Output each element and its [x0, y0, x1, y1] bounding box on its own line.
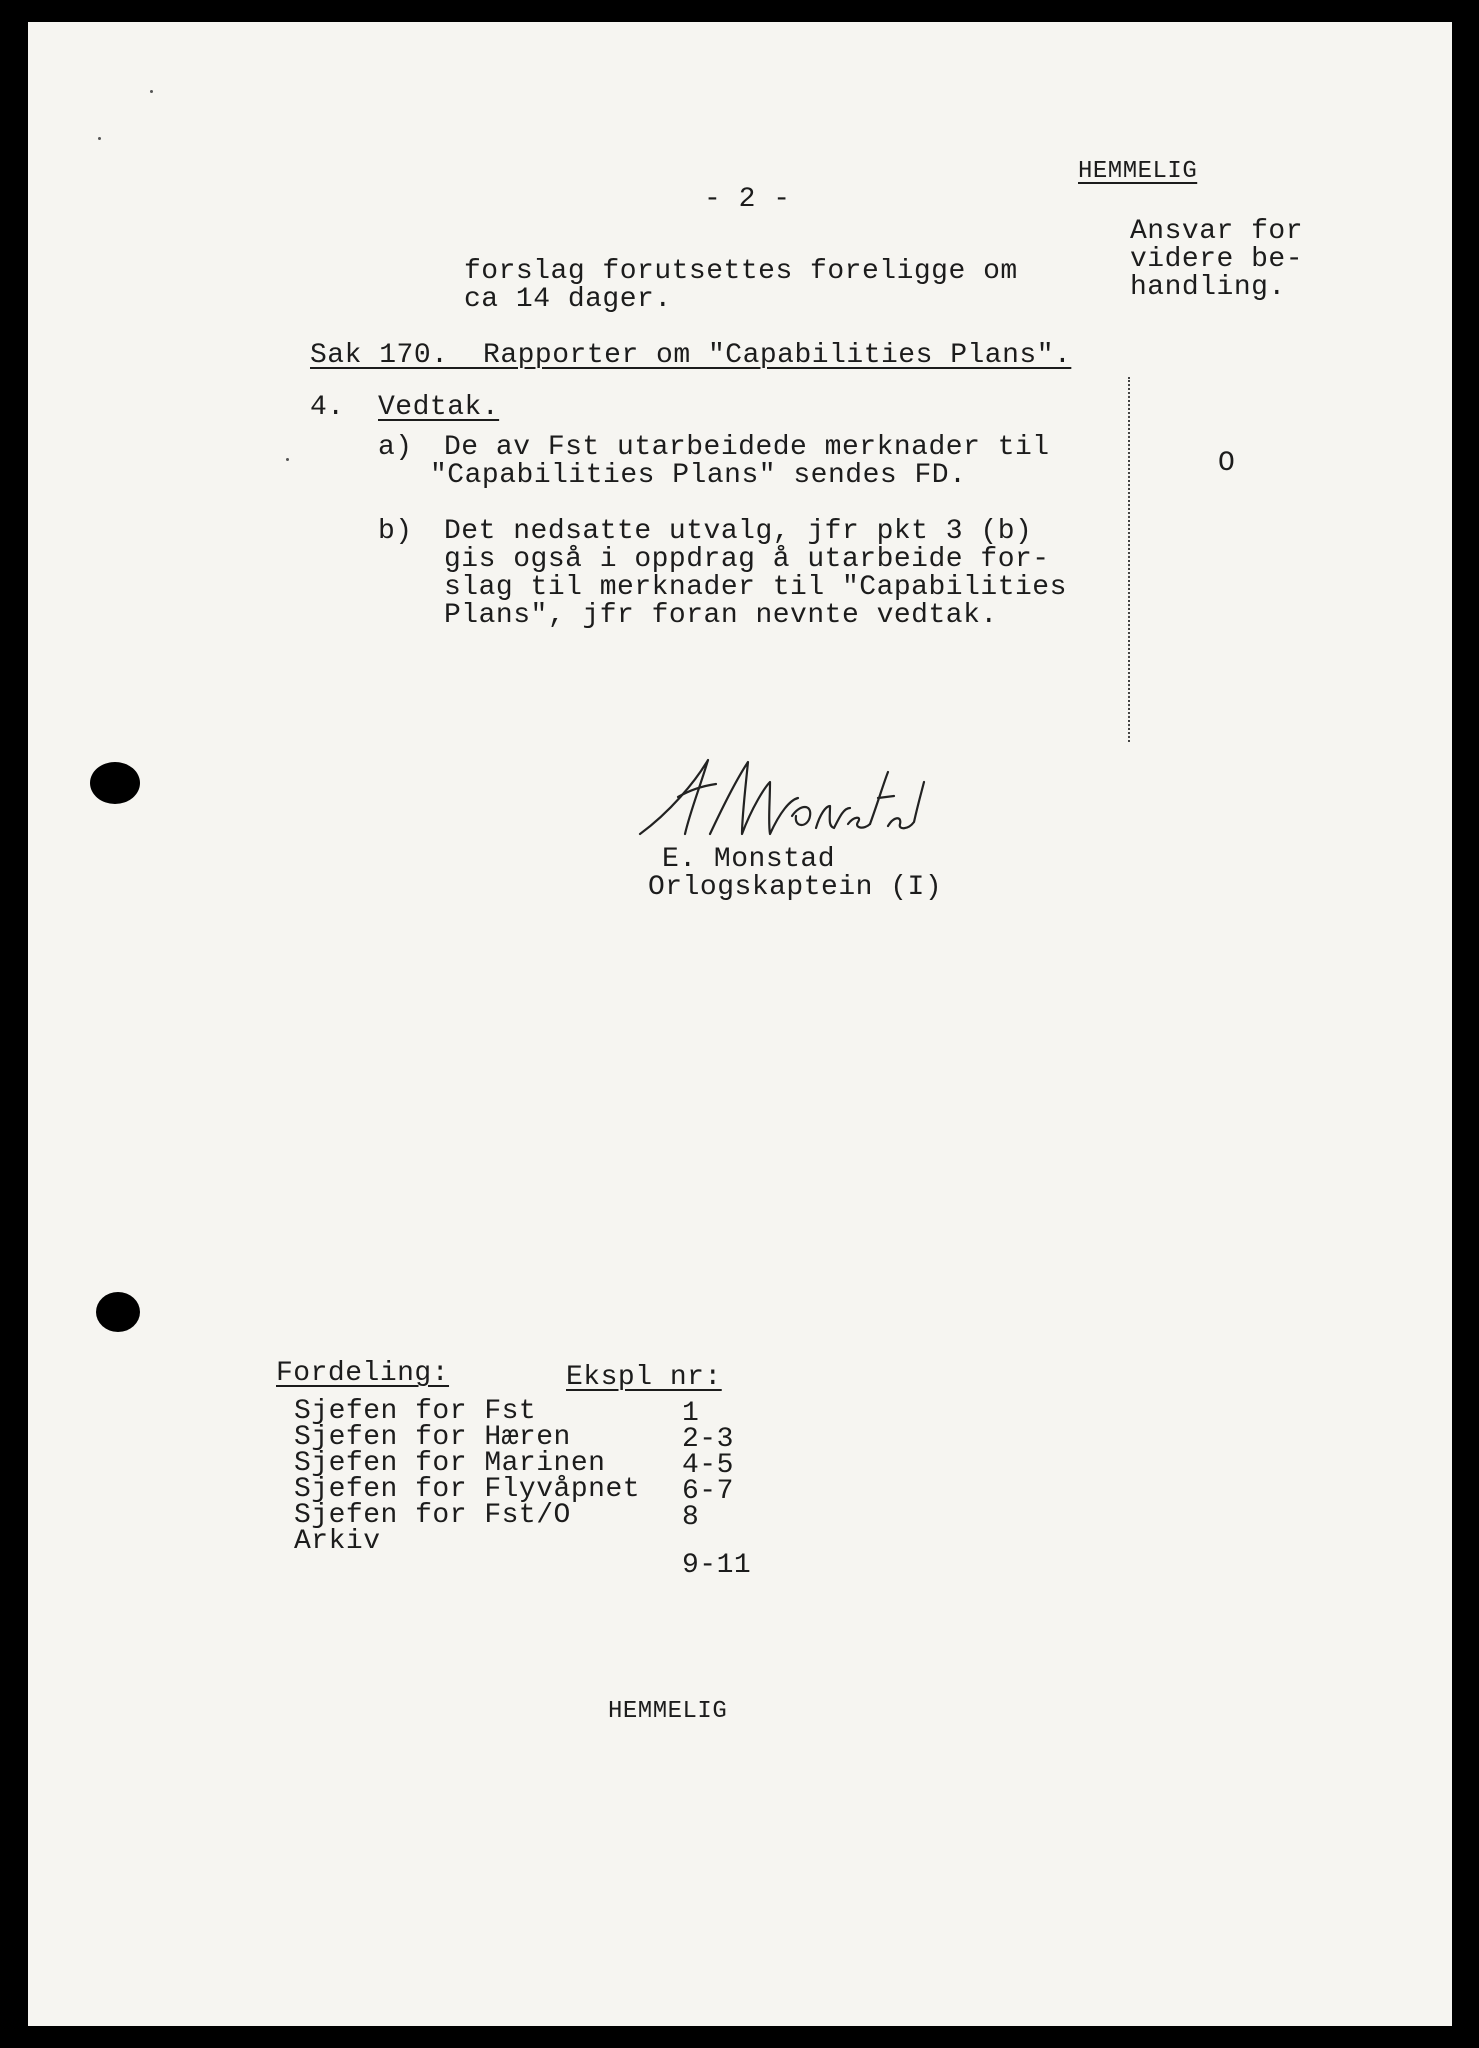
item-line: gis også i oppdrag å utarbeide for-: [444, 544, 1050, 575]
distribution-recipient: Sjefen for Hæren: [294, 1422, 571, 1453]
distribution-copies: 2-3: [682, 1424, 734, 1455]
margin-responsible: O: [1218, 448, 1236, 479]
distribution-recipient: Sjefen for Fst/O: [294, 1500, 571, 1531]
margin-heading-line: handling.: [1130, 272, 1286, 303]
signatory-name: E. Monstad: [662, 844, 836, 875]
distribution-recipient: Sjefen for Marinen: [294, 1448, 606, 1479]
item-line: Det nedsatte utvalg, jfr pkt 3 (b): [444, 516, 1033, 547]
item-line: "Capabilities Plans" sendes FD.: [430, 460, 967, 491]
speck: [286, 458, 289, 461]
item-number: 4.: [310, 392, 345, 423]
distribution-copies: 4-5: [682, 1450, 734, 1481]
footer-classification: HEMMELIG: [608, 1698, 728, 1725]
sak-heading: Sak 170. Rapporter om "Capabilities Plans".: [310, 340, 1072, 371]
distribution-recipient: Sjefen for Fst: [294, 1396, 537, 1427]
page-number: - 2 -: [704, 184, 791, 215]
distribution-count-heading: Ekspl nr:: [566, 1362, 722, 1393]
item-label: a): [378, 432, 413, 463]
item-line: De av Fst utarbeidede merknader til: [444, 432, 1050, 463]
distribution-copies: 1: [682, 1398, 700, 1429]
punch-hole-top: [90, 762, 140, 804]
distribution-copies: 9-11: [682, 1550, 752, 1581]
item-line: slag til merknader til "Capabilities: [444, 572, 1067, 603]
handwritten-signature: [630, 742, 930, 852]
margin-heading-line: Ansvar for: [1130, 216, 1304, 247]
item-label: b): [378, 516, 413, 547]
distribution-copies: 8: [682, 1502, 700, 1533]
distribution-recipient: Sjefen for Flyvåpnet: [294, 1474, 641, 1505]
distribution-recipient: Arkiv: [294, 1526, 381, 1557]
signatory-title: Orlogskaptein (I): [648, 872, 943, 903]
continuation-line: ca 14 dager.: [464, 284, 672, 315]
margin-heading-line: videre be-: [1130, 244, 1304, 275]
document-page: [28, 22, 1452, 2026]
distribution-heading: Fordeling:: [276, 1358, 450, 1389]
header-classification: HEMMELIG: [1078, 158, 1198, 185]
continuation-line: forslag forutsettes foreligge om: [464, 256, 1018, 287]
speck: [98, 137, 101, 140]
punch-hole-bottom: [96, 1292, 140, 1332]
speck: [150, 90, 153, 93]
distribution-copies: 6-7: [682, 1476, 734, 1507]
item-title: Vedtak.: [378, 392, 500, 423]
item-line: Plans", jfr foran nevnte vedtak.: [444, 600, 998, 631]
margin-rule: [1128, 377, 1130, 742]
